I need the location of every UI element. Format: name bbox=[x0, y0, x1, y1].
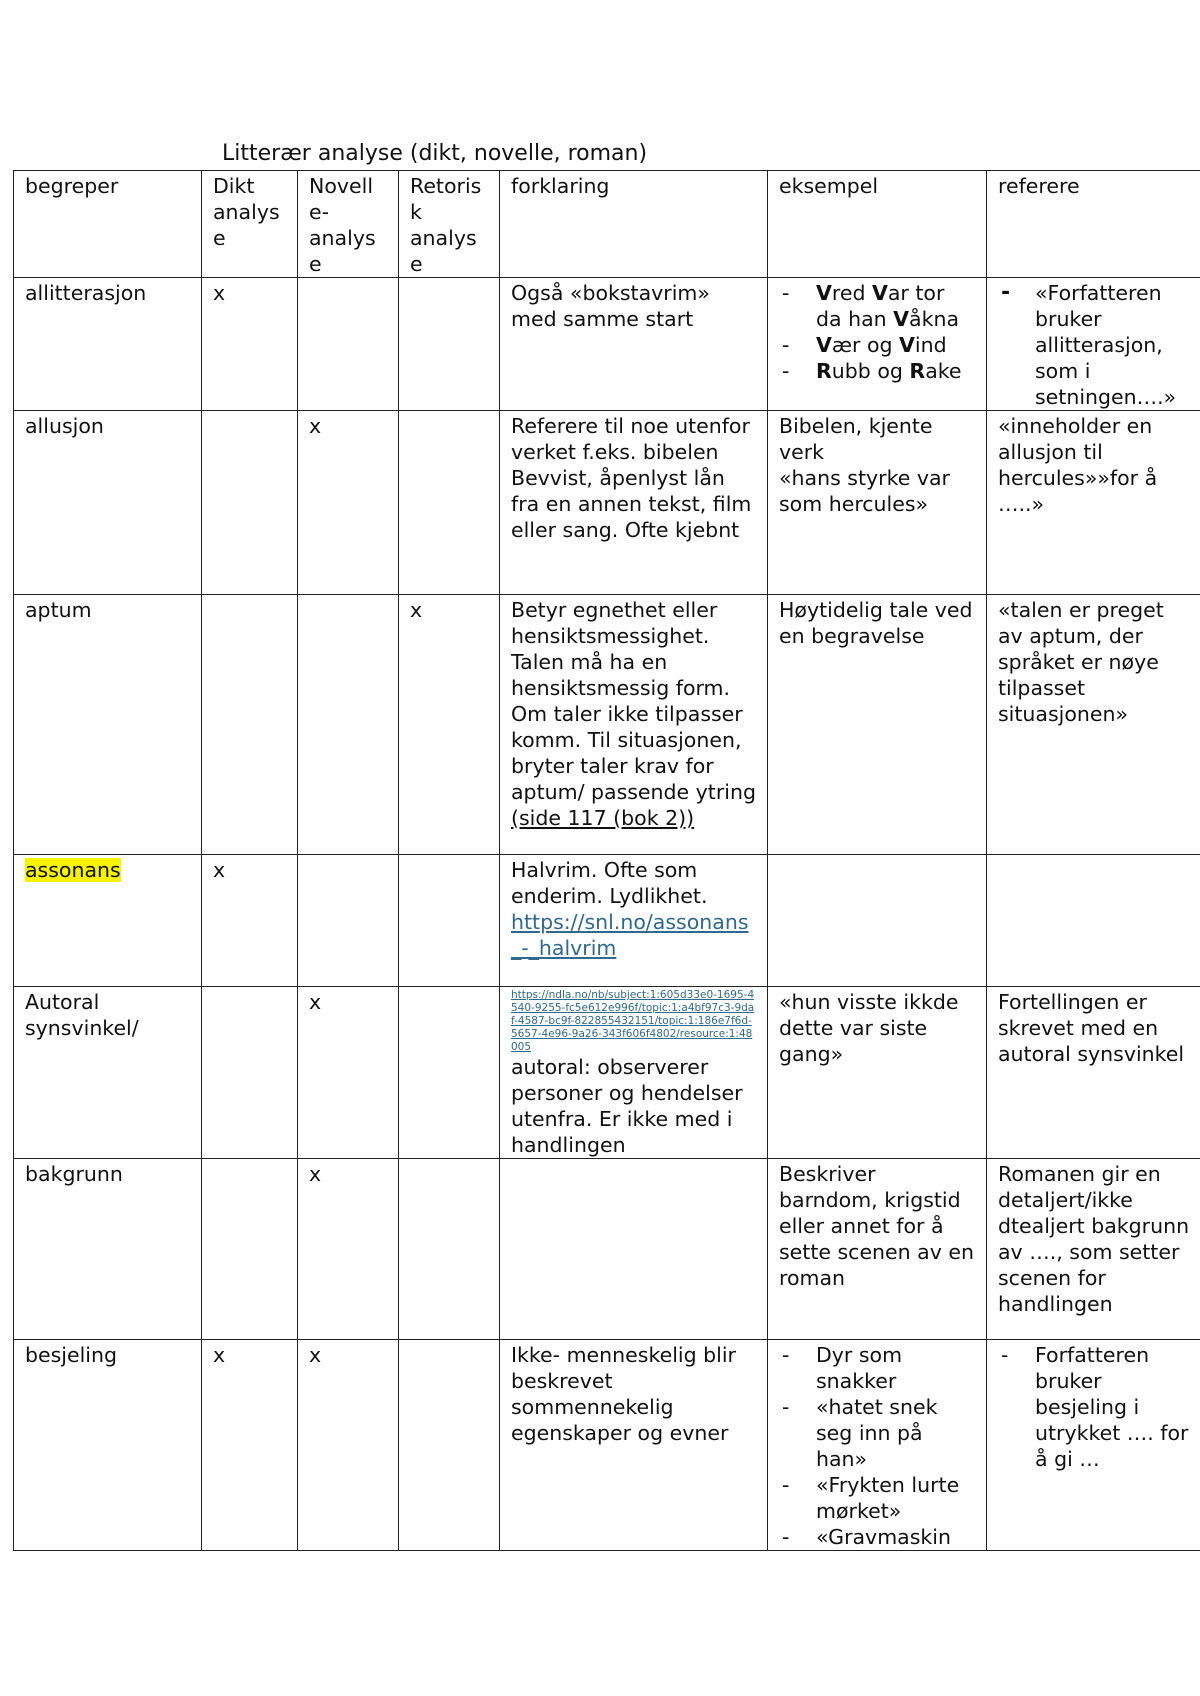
referere-cell: Fortellingen er skrevet med en autoral synsvinkel bbox=[987, 987, 1200, 1159]
forklaring-cell: Betyr egnethet eller hensiktsmessighet. Talen må ha en hensiktsmessig form. Om taler ikke tilpasser komm. Til situasjonen, bryter taler krav for aptum/ passende ytring (side 117 (bok 2)) bbox=[500, 595, 768, 855]
term-cell bbox=[14, 855, 202, 987]
forklaring-cell: https://ndla.no/nb/subject:1:605d33e0-1695-4540-9255-fc5e612e996f/topic:1:a4bf97c3-9daf-4587-bc9f-822855432151/topic:1:186e7f6d-5657-4e96-9a26-343f606f4802/resource:1:48005 autoral: observerer personer og hendelser utenfra. Er ikke med i handlingen bbox=[500, 987, 768, 1159]
term-cell: aptum bbox=[14, 595, 202, 855]
forklaring-cell: Ikke- menneskelig blir beskrevet sommennekelig egenskaper og evner bbox=[500, 1340, 768, 1551]
term-cell: Autoral synsvinkel/ bbox=[14, 987, 202, 1159]
header-begreper: begreper bbox=[14, 171, 202, 278]
referere-cell: «talen er preget av aptum, der språket er nøye tilpasset situasjonen» bbox=[987, 595, 1200, 855]
table-row-autoral bbox=[14, 987, 1200, 1159]
snl-link[interactable]: https://snl.no/assonans_-_halvrim bbox=[511, 910, 749, 960]
dikt-mark bbox=[202, 987, 298, 1159]
illegible-link bbox=[511, 543, 756, 548]
dikt-mark: x bbox=[202, 1340, 298, 1551]
eksempel-cell: «hun visste ikkde dette var siste gang» bbox=[768, 987, 987, 1159]
header-novelle: Novell e- analys e bbox=[298, 171, 399, 278]
referere-cell: Romanen gir en detaljert/ikke dtealjert bakgrunn av …., som setter scenen for handlingen bbox=[987, 1159, 1200, 1340]
concept-table bbox=[13, 170, 1200, 1551]
dikt-mark bbox=[202, 595, 298, 855]
novelle-mark: x bbox=[298, 987, 399, 1159]
forklaring-cell bbox=[500, 1159, 768, 1340]
novelle-mark: x bbox=[298, 1340, 399, 1551]
header-eksempel: eksempel bbox=[768, 171, 987, 278]
page-title: Litterær analyse (dikt, novelle, roman) bbox=[222, 141, 648, 166]
list-item: - «Gravmaskin bbox=[779, 1524, 975, 1550]
forklaring-cell: Referere til noe utenfor verket f.eks. bibelen Bevvist, åpenlyst lån fra en annen tekst, film eller sang. Ofte kjebnt bbox=[500, 411, 768, 595]
eksempel-cell: Beskriver barndom, krigstid eller annet for å sette scenen av en roman bbox=[768, 1159, 987, 1340]
table-row-allitterasjon bbox=[14, 278, 1200, 411]
retorisk-mark: x bbox=[399, 595, 500, 855]
header-referere: referere bbox=[987, 171, 1200, 278]
term-cell: besjeling bbox=[14, 1340, 202, 1551]
retorisk-mark bbox=[399, 278, 500, 411]
forklaring-cell: Halvrim. Ofte som enderim. Lydlikhet. https://snl.no/assonans_-_halvrim bbox=[500, 855, 768, 987]
table-row-bakgrunn bbox=[14, 1159, 1200, 1340]
list-item: - «Frykten lurte mørket» bbox=[779, 1472, 975, 1524]
table-row-allusjon bbox=[14, 411, 1200, 595]
list-item: - «hatet snek seg inn på han» bbox=[779, 1394, 975, 1472]
list-item: - Vred Var tor da han Våkna bbox=[779, 280, 975, 332]
table-header-row bbox=[14, 171, 1200, 278]
referere-cell bbox=[987, 278, 1200, 411]
eksempel-cell bbox=[768, 278, 987, 411]
highlighted-term: assonans bbox=[25, 858, 121, 882]
header-retorisk: Retoris k analys e bbox=[399, 171, 500, 278]
novelle-mark bbox=[298, 595, 399, 855]
page-reference: (side 117 (bok 2)) bbox=[511, 806, 695, 830]
retorisk-mark bbox=[399, 1159, 500, 1340]
referere-cell bbox=[987, 855, 1200, 987]
list-item: - Dyr som snakker bbox=[779, 1342, 975, 1394]
eksempel-cell bbox=[768, 1340, 987, 1551]
dikt-mark: x bbox=[202, 855, 298, 987]
term-cell: bakgrunn bbox=[14, 1159, 202, 1340]
ndla-link[interactable]: https://ndla.no/nb/subject:1:605d33e0-1695-4540-9255-fc5e612e996f/topic:1:a4bf97c3-9daf-4587-bc9f-822855432151/topic:1:186e7f6d-5657-4e96-9a26-343f606f4802/resource:1:48005 bbox=[511, 989, 755, 1053]
list-item: - Vær og Vind bbox=[779, 332, 975, 358]
list-item: - Rubb og Rake bbox=[779, 358, 975, 384]
list-item: - «Forfatteren bruker allitterasjon, som i setningen….» bbox=[998, 280, 1192, 410]
retorisk-mark bbox=[399, 987, 500, 1159]
dikt-mark: x bbox=[202, 278, 298, 411]
novelle-mark: x bbox=[298, 1159, 399, 1340]
table-row-aptum bbox=[14, 595, 1200, 855]
retorisk-mark bbox=[399, 411, 500, 595]
referere-cell: «inneholder en allusjon til hercules»»for å …..» bbox=[987, 411, 1200, 595]
referere-cell bbox=[987, 1340, 1200, 1551]
retorisk-mark bbox=[399, 855, 500, 987]
novelle-mark: x bbox=[298, 411, 399, 595]
term-cell: allusjon bbox=[14, 411, 202, 595]
novelle-mark bbox=[298, 278, 399, 411]
novelle-mark bbox=[298, 855, 399, 987]
eksempel-cell: Bibelen, kjente verk «hans styrke var som hercules» bbox=[768, 411, 987, 595]
eksempel-cell bbox=[768, 855, 987, 987]
retorisk-mark bbox=[399, 1340, 500, 1551]
header-dikt: Dikt analys e bbox=[202, 171, 298, 278]
table-row-assonans bbox=[14, 855, 1200, 987]
table-row-besjeling bbox=[14, 1340, 1200, 1551]
header-forklaring: forklaring bbox=[500, 171, 768, 278]
dikt-mark bbox=[202, 1159, 298, 1340]
dikt-mark bbox=[202, 411, 298, 595]
list-item: - Forfatteren bruker besjeling i utrykket …. for å gi … bbox=[998, 1342, 1192, 1472]
forklaring-cell: Også «bokstavrim» med samme start bbox=[500, 278, 768, 411]
term-cell: allitterasjon bbox=[14, 278, 202, 411]
eksempel-cell: Høytidelig tale ved en begravelse bbox=[768, 595, 987, 855]
